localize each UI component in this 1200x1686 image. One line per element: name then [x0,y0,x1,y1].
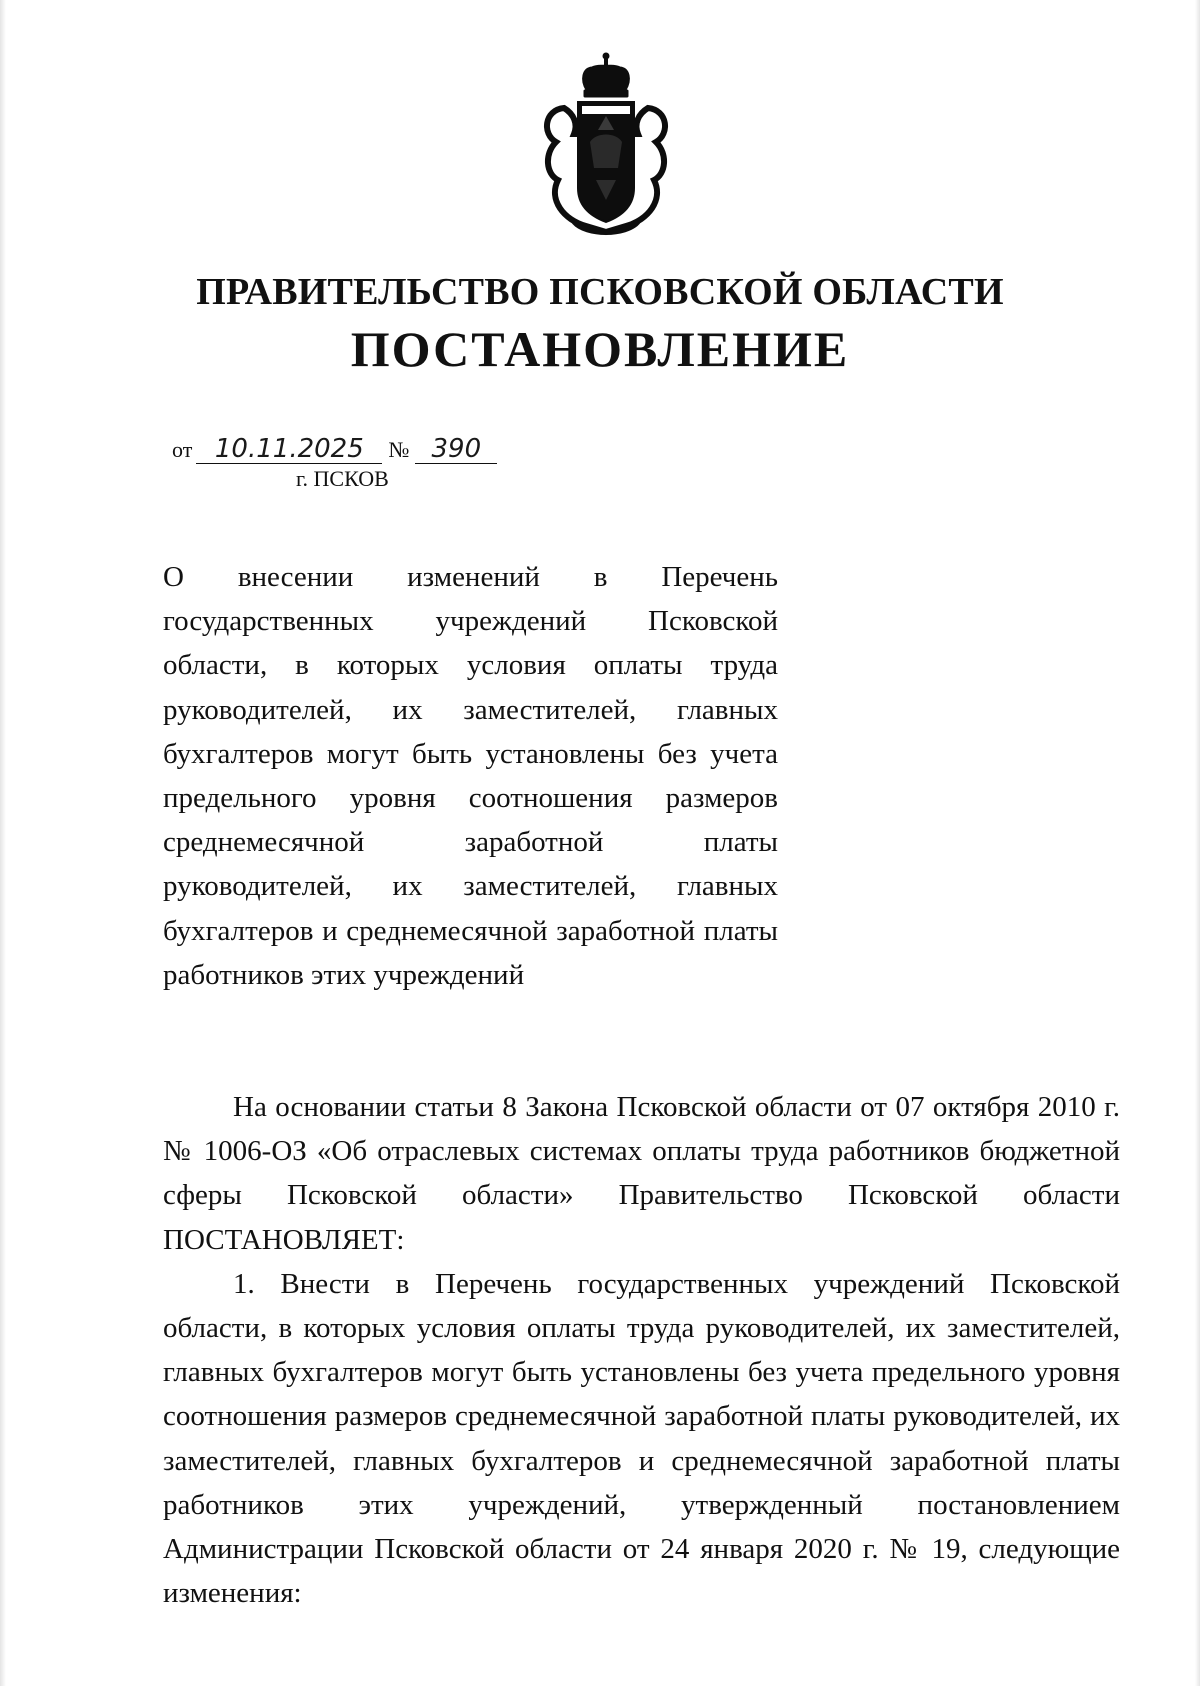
preamble-paragraph: На основании статьи 8 Закона Псковской области от 07 октября 2010 г. № 1006-ОЗ «Об отраслевых системах оплаты труда работников бюджетной сферы Псковской области» Правительство Псковской области ПОСТАНОВЛЯЕТ: [163,1091,1120,1256]
organization-title: ПРАВИТЕЛЬСТВО ПСКОВСКОЙ ОБЛАСТИ [196,271,1004,313]
document-type-title: ПОСТАНОВЛЕНИЕ [350,321,850,377]
scan-edge-right [1195,0,1200,1686]
coat-of-arms-icon [534,50,678,242]
number-sign: № [388,437,410,462]
scan-edge-left [0,0,6,1686]
item-1-paragraph: 1. Внести в Перечень государственных учреждений Псковской области, в которых условия оплаты труда руководителей, их заместителей, главных бухгалтеров могут быть установлены без учета предельного уровня соотношения размеров среднемесячной заработной платы руководителей, их заместителей, главных бухгалтеров и среднемесячной заработной платы работников этих учреждений, утвержденный постановлением Администрации Псковской области от 24 января 2020 г. № 19, следующие изменения: [163,1267,1120,1610]
date-prefix: от [172,437,193,462]
date-field [196,436,382,464]
date-number-line [172,436,497,464]
number-field [415,436,497,464]
document-subject: О внесении изменений в Перечень государственных учреждений Псковской области, в которых условия оплаты труда руководителей, их заместителей, главных бухгалтеров могут быть установлены без учета предельного уровня соотношения размеров среднемесячной заработной платы руководителей, их заместителей, главных бухгалтеров и среднемесячной заработной платы работников этих учреждений [163,561,778,991]
city-label: г. ПСКОВ [296,466,389,491]
handwritten-number: 390 [431,434,482,464]
document-body [163,1085,1120,1615]
handwritten-date: 10.11.2025 [214,434,364,464]
